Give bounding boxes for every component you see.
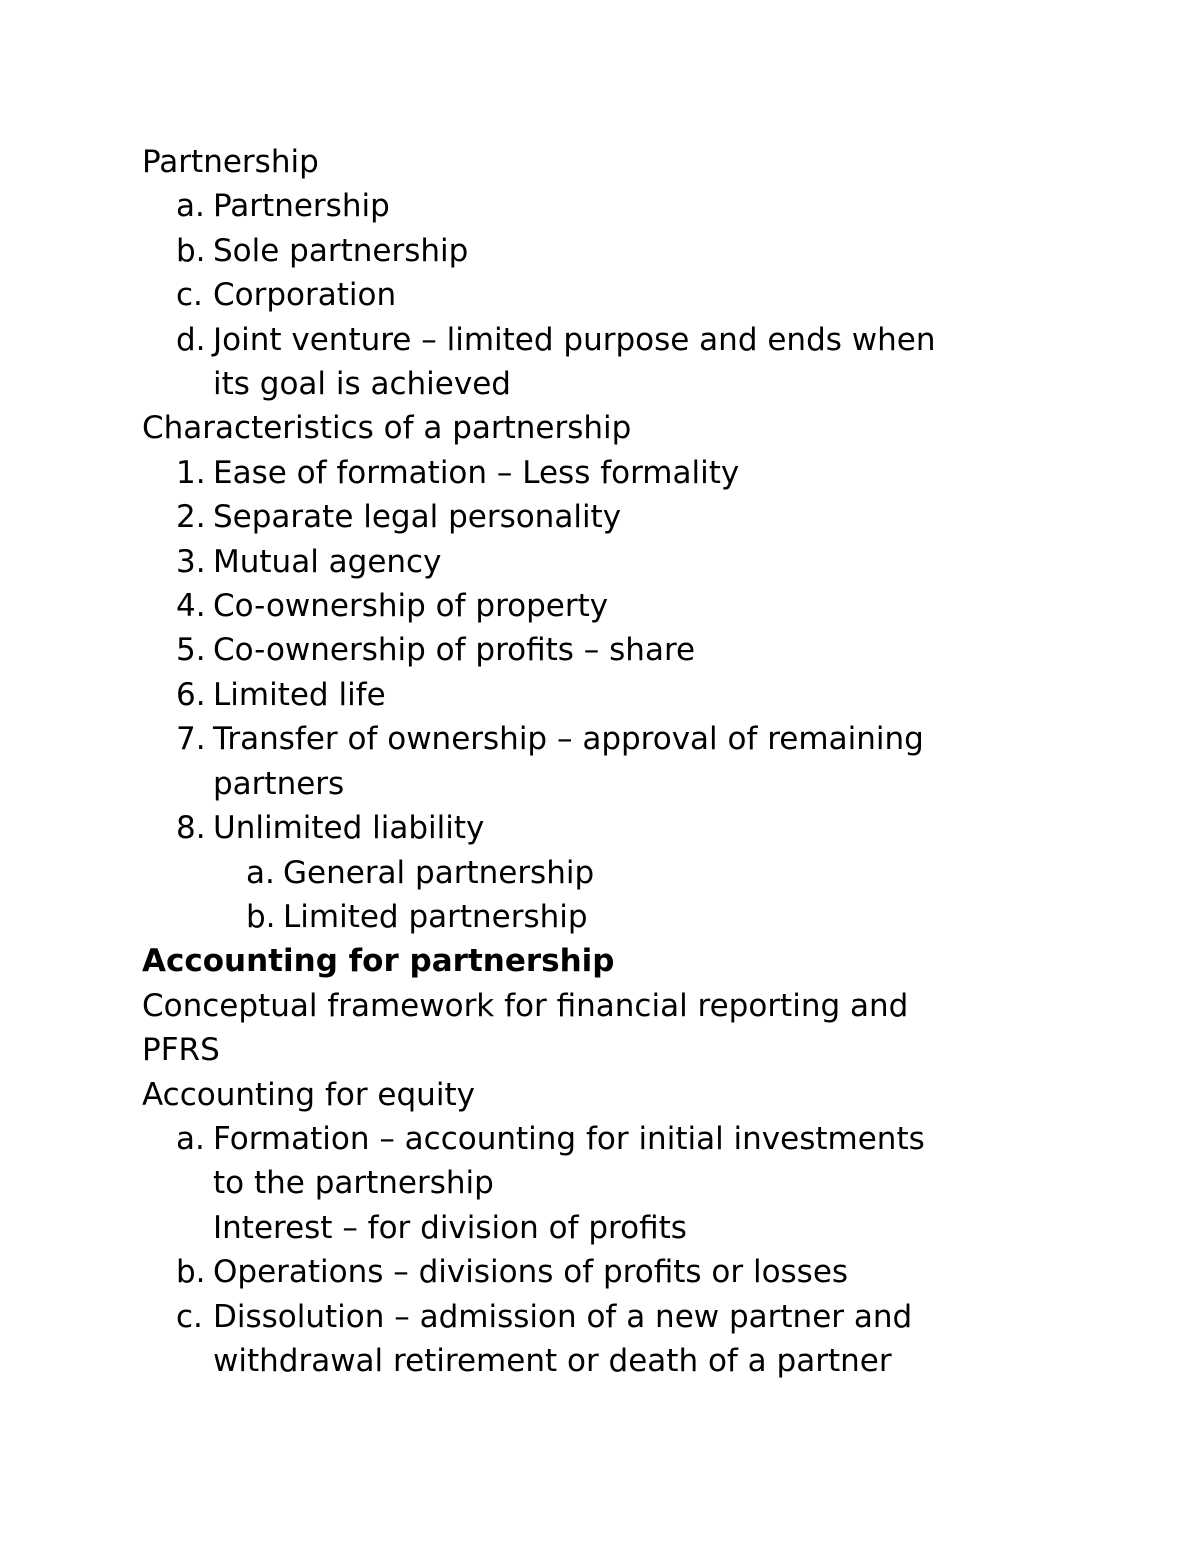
list-item [142,273,1042,317]
sub-list-item [142,851,1042,895]
section-heading-characteristics: Characteristics of a partnership [142,410,632,447]
list-item [142,806,1042,850]
list-item-body [213,1117,925,1250]
list-marker: 8. [176,810,206,847]
section-heading-accounting: Accounting for partnership [142,943,615,980]
list-marker: 2. [176,499,206,536]
list-marker: 3. [176,543,206,580]
list-item-text-continued: partners [213,765,345,802]
list-item-text: Ease of formation – Less formality [213,454,740,491]
subheading-accounting-equity: Accounting for equity [142,1076,475,1113]
list-item-body [213,1295,912,1384]
paragraph-line: Conceptual framework for financial reporting and [142,987,909,1024]
list-marker: a. [176,188,205,225]
list-item-text: Operations – divisions of profits or losses [213,1254,849,1291]
list-item [142,184,1042,228]
list-item-text: Limited life [213,676,386,713]
list-item-text: Mutual agency [213,543,442,580]
list-item-text-continued: to the partnership [213,1165,494,1202]
document-body [142,140,1042,1383]
list-item [142,540,1042,584]
list-item-text: Unlimited liability [213,810,485,847]
list-item-body [213,717,924,806]
list-marker: a. [246,854,275,891]
list-item-text: Separate legal personality [213,499,622,536]
list-item-text: Co-ownership of property [213,588,609,625]
list-marker: d. [176,321,206,358]
list-item [142,1295,1042,1384]
list-item-text: Partnership [213,188,390,225]
list-item [142,628,1042,672]
list-item-text: Limited partnership [283,898,588,935]
list-marker: 4. [176,588,206,625]
paragraph-line: PFRS [142,1032,220,1069]
section-heading-partnership: Partnership [142,144,319,180]
list-marker: a. [176,1120,205,1157]
list-marker: 6. [176,676,206,713]
list-item-body [213,318,935,407]
list-marker: 7. [176,721,206,758]
list-item [142,229,1042,273]
list-item [142,1250,1042,1294]
list-item-text: Sole partnership [213,232,469,269]
list-marker: 1. [176,454,206,491]
list-marker: b. [246,898,276,935]
list-item [142,673,1042,717]
list-item-text: Formation – accounting for initial investments [213,1120,925,1157]
list-item-text: Corporation [213,277,397,314]
list-item [142,495,1042,539]
list-marker: c. [176,277,203,314]
list-item-text-continued: withdrawal retirement or death of a partner [213,1342,892,1379]
list-item-text: Dissolution – admission of a new partner and [213,1298,913,1335]
list-item-text-continued: its goal is achieved [213,366,511,403]
list-marker: 5. [176,632,206,669]
list-item-text: General partnership [283,854,595,891]
list-marker: b. [176,1254,206,1291]
sub-list-item [142,895,1042,939]
list-item [142,451,1042,495]
list-item-text: Transfer of ownership – approval of remaining [213,721,924,758]
list-item-text: Co-ownership of profits – share [213,632,696,669]
list-item [142,318,1042,407]
list-item-text: Joint venture – limited purpose and ends when [213,321,936,358]
list-marker: c. [176,1298,203,1335]
list-item-text-continued: Interest – for division of profits [213,1209,687,1246]
list-item [142,584,1042,628]
list-item [142,717,1042,806]
list-marker: b. [176,232,206,269]
list-item [142,1117,1042,1250]
